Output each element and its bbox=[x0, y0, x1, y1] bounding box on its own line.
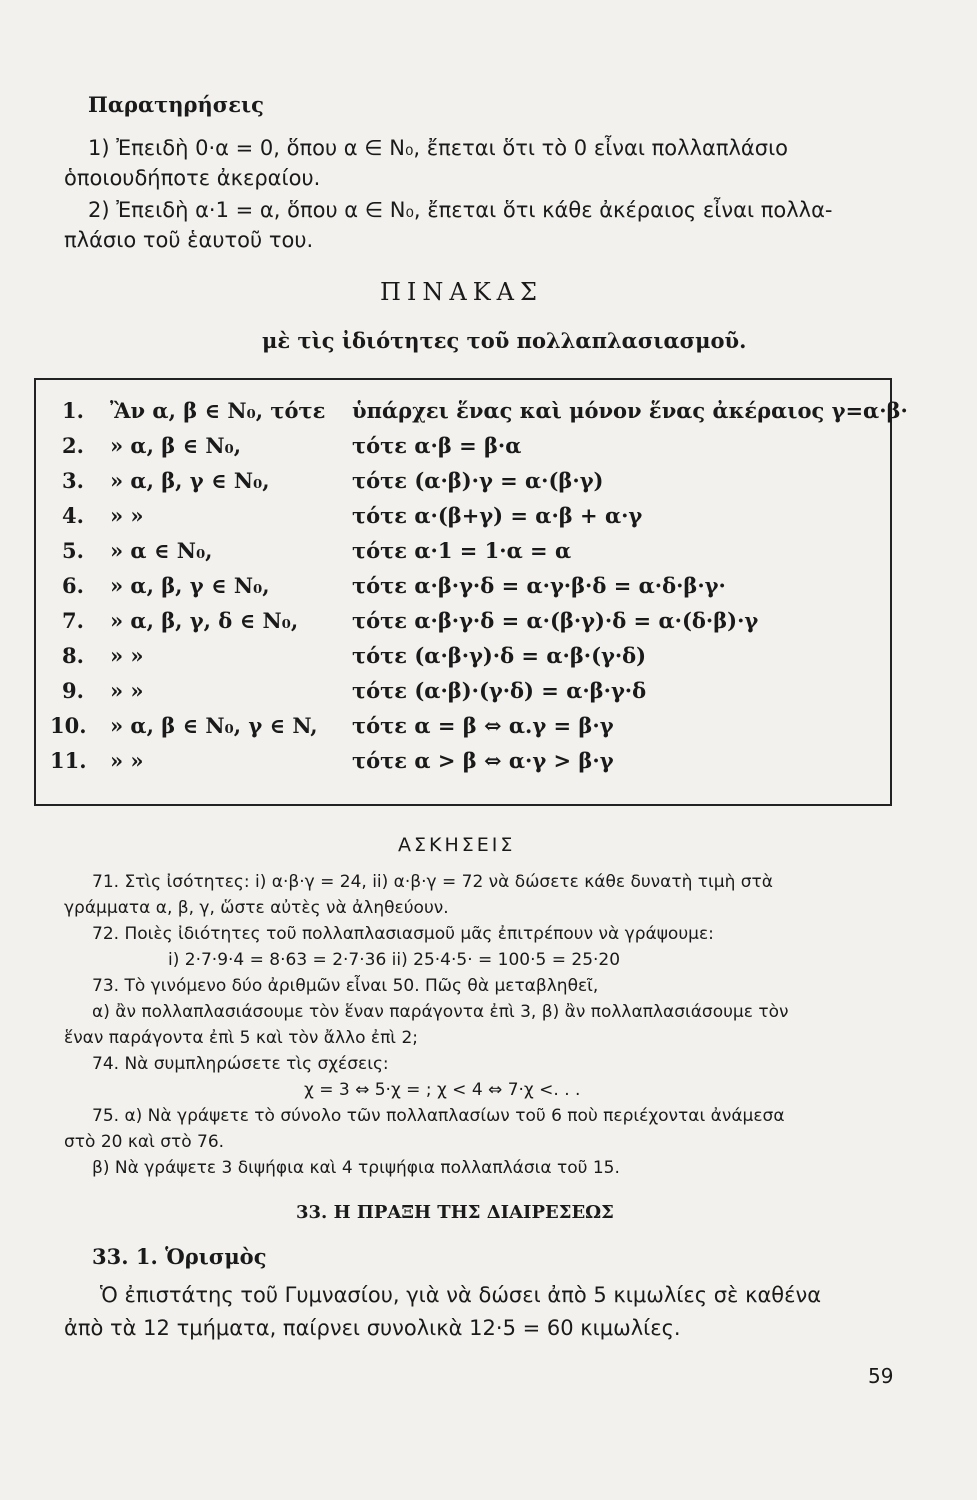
row-conclusion: τότε α·β = β·α bbox=[352, 433, 522, 458]
row-number: 5. bbox=[62, 538, 84, 563]
exercise-73-line-1: 73. Τὸ γινόμενο δύο ἀριθμῶν εἶναι 50. Πῶς θὰ μεταβληθεῖ, bbox=[92, 976, 599, 996]
section-body-line-2: ἀπὸ τὰ 12 τμήματα, παίρνει συνολικὰ 12·5 = 60 κιμωλίες. bbox=[64, 1316, 681, 1340]
section-subtitle: 33. 1. Ὁρισμὸς bbox=[92, 1244, 267, 1269]
row-number: 3. bbox=[62, 468, 84, 493]
row-conclusion: τότε α·β·γ·δ = α·γ·β·δ = α·δ·β·γ· bbox=[352, 573, 726, 598]
observation-line-2: ὁποιουδήποτε ἀκεραίου. bbox=[64, 166, 321, 190]
table-subtitle: μὲ τὶς ἰδιότητες τοῦ πολλαπλασιασμοῦ. bbox=[262, 328, 747, 353]
exercise-71-line-1: 71. Στὶς ἰσότητες: i) α·β·γ = 24, ii) α·β·γ = 72 νὰ δώσετε κάθε δυνατὴ τιμὴ στὰ bbox=[92, 872, 773, 892]
row-condition: » » bbox=[110, 643, 144, 668]
row-condition: » α, β ∈ N₀, γ ∈ N, bbox=[110, 713, 318, 738]
row-number: 9. bbox=[62, 678, 84, 703]
row-conclusion: τότε α·1 = 1·α = α bbox=[352, 538, 572, 563]
properties-table bbox=[34, 378, 908, 806]
exercise-74-line-2: χ = 3 ⇔ 5·χ = ; χ < 4 ⇔ 7·χ <. . . bbox=[304, 1080, 581, 1100]
observation-line-3: 2) Ἐπειδὴ α·1 = α, ὅπου α ∈ N₀, ἔπεται ὅτι κάθε ἀκέραιος εἶναι πολλα- bbox=[88, 198, 833, 222]
exercise-72-line-2: i) 2·7·9·4 = 8·63 = 2·7·36 ii) 25·4·5· = 100·5 = 25·20 bbox=[168, 950, 621, 970]
row-number: 10. bbox=[50, 713, 87, 738]
row-number: 7. bbox=[62, 608, 84, 633]
row-conclusion: τότε (α·β·γ)·δ = α·β·(γ·δ) bbox=[352, 643, 647, 668]
row-number: 8. bbox=[62, 643, 84, 668]
row-conclusion: τότε α·(β+γ) = α·β + α·γ bbox=[352, 503, 643, 528]
exercise-71-line-2: γράμματα α, β, γ, ὥστε αὐτὲς νὰ ἀληθεύουν. bbox=[64, 898, 449, 918]
row-conclusion: τότε (α·β)·(γ·δ) = α·β·γ·δ bbox=[352, 678, 647, 703]
exercises-heading: ΑΣΚΗΣΕΙΣ bbox=[398, 834, 516, 856]
row-condition: » » bbox=[110, 748, 144, 773]
exercise-75-line-1: 75. α) Νὰ γράψετε τὸ σύνολο τῶν πολλαπλασίων τοῦ 6 ποὺ περιέχονται ἀνάμεσα bbox=[92, 1106, 785, 1126]
row-conclusion: ὑπάρχει ἕνας καὶ μόνον ἕνας ἀκέραιος γ=α·β· bbox=[352, 398, 908, 423]
row-number: 11. bbox=[50, 748, 87, 773]
row-condition: » » bbox=[110, 503, 144, 528]
observations-heading: Παρατηρήσεις bbox=[88, 92, 264, 117]
page-number: 59 bbox=[868, 1364, 894, 1388]
section-title: 33. Η ΠΡΑΞΗ ΤΗΣ ΔΙΑΙΡΕΣΕΩΣ bbox=[296, 1202, 614, 1223]
row-number: 6. bbox=[62, 573, 84, 598]
row-condition: » α, β ∈ N₀, bbox=[110, 433, 242, 458]
exercise-73-line-2: α) ἂν πολλαπλασιάσουμε τὸν ἕναν παράγοντα ἐπὶ 3, β) ἂν πολλαπλασιάσουμε τὸν bbox=[92, 1002, 789, 1022]
row-number: 2. bbox=[62, 433, 84, 458]
exercise-72-line-1: 72. Ποιὲς ἰδιότητες τοῦ πολλαπλασιασμοῦ μᾶς ἐπιτρέπουν νὰ γράψουμε: bbox=[92, 924, 714, 944]
exercise-73-line-3: ἕναν παράγοντα ἐπὶ 5 καὶ τὸν ἄλλο ἐπὶ 2; bbox=[64, 1028, 419, 1048]
row-conclusion: τότε α·β·γ·δ = α·(β·γ)·δ = α·(δ·β)·γ bbox=[352, 608, 759, 633]
row-condition: » α, β, γ ∈ N₀, bbox=[110, 573, 270, 598]
observation-line-4: πλάσιο τοῦ ἑαυτοῦ του. bbox=[64, 228, 314, 252]
row-conclusion: τότε α = β ⇔ α.γ = β·γ bbox=[352, 713, 614, 738]
row-conclusion: τότε α > β ⇔ α·γ > β·γ bbox=[352, 748, 614, 773]
row-condition: » α, β, γ ∈ N₀, bbox=[110, 468, 270, 493]
table-title: ΠΙΝΑΚΑΣ bbox=[380, 278, 543, 306]
exercise-75-line-3: β) Νὰ γράψετε 3 διψήφια καὶ 4 τριψήφια πολλαπλάσια τοῦ 15. bbox=[92, 1158, 620, 1178]
row-number: 1. bbox=[62, 398, 84, 423]
observation-line-1: 1) Ἐπειδὴ 0·α = 0, ὅπου α ∈ N₀, ἔπεται ὅτι τὸ 0 εἶναι πολλαπλάσιο bbox=[88, 136, 789, 160]
row-number: 4. bbox=[62, 503, 84, 528]
exercise-74-line-1: 74. Νὰ συμπληρώσετε τὶς σχέσεις: bbox=[92, 1054, 389, 1074]
row-conclusion: τότε (α·β)·γ = α·(β·γ) bbox=[352, 468, 604, 493]
row-condition: » α ∈ N₀, bbox=[110, 538, 213, 563]
row-condition: » α, β, γ, δ ∈ N₀, bbox=[110, 608, 299, 633]
row-condition: Ἂν α, β ∈ N₀, τότε bbox=[110, 398, 326, 423]
exercise-75-line-2: στὸ 20 καὶ στὸ 76. bbox=[64, 1132, 225, 1152]
section-body-line-1: Ὁ ἐπιστάτης τοῦ Γυμνασίου, γιὰ νὰ δώσει ἀπὸ 5 κιμωλίες σὲ καθένα bbox=[100, 1283, 822, 1307]
row-condition: » » bbox=[110, 678, 144, 703]
